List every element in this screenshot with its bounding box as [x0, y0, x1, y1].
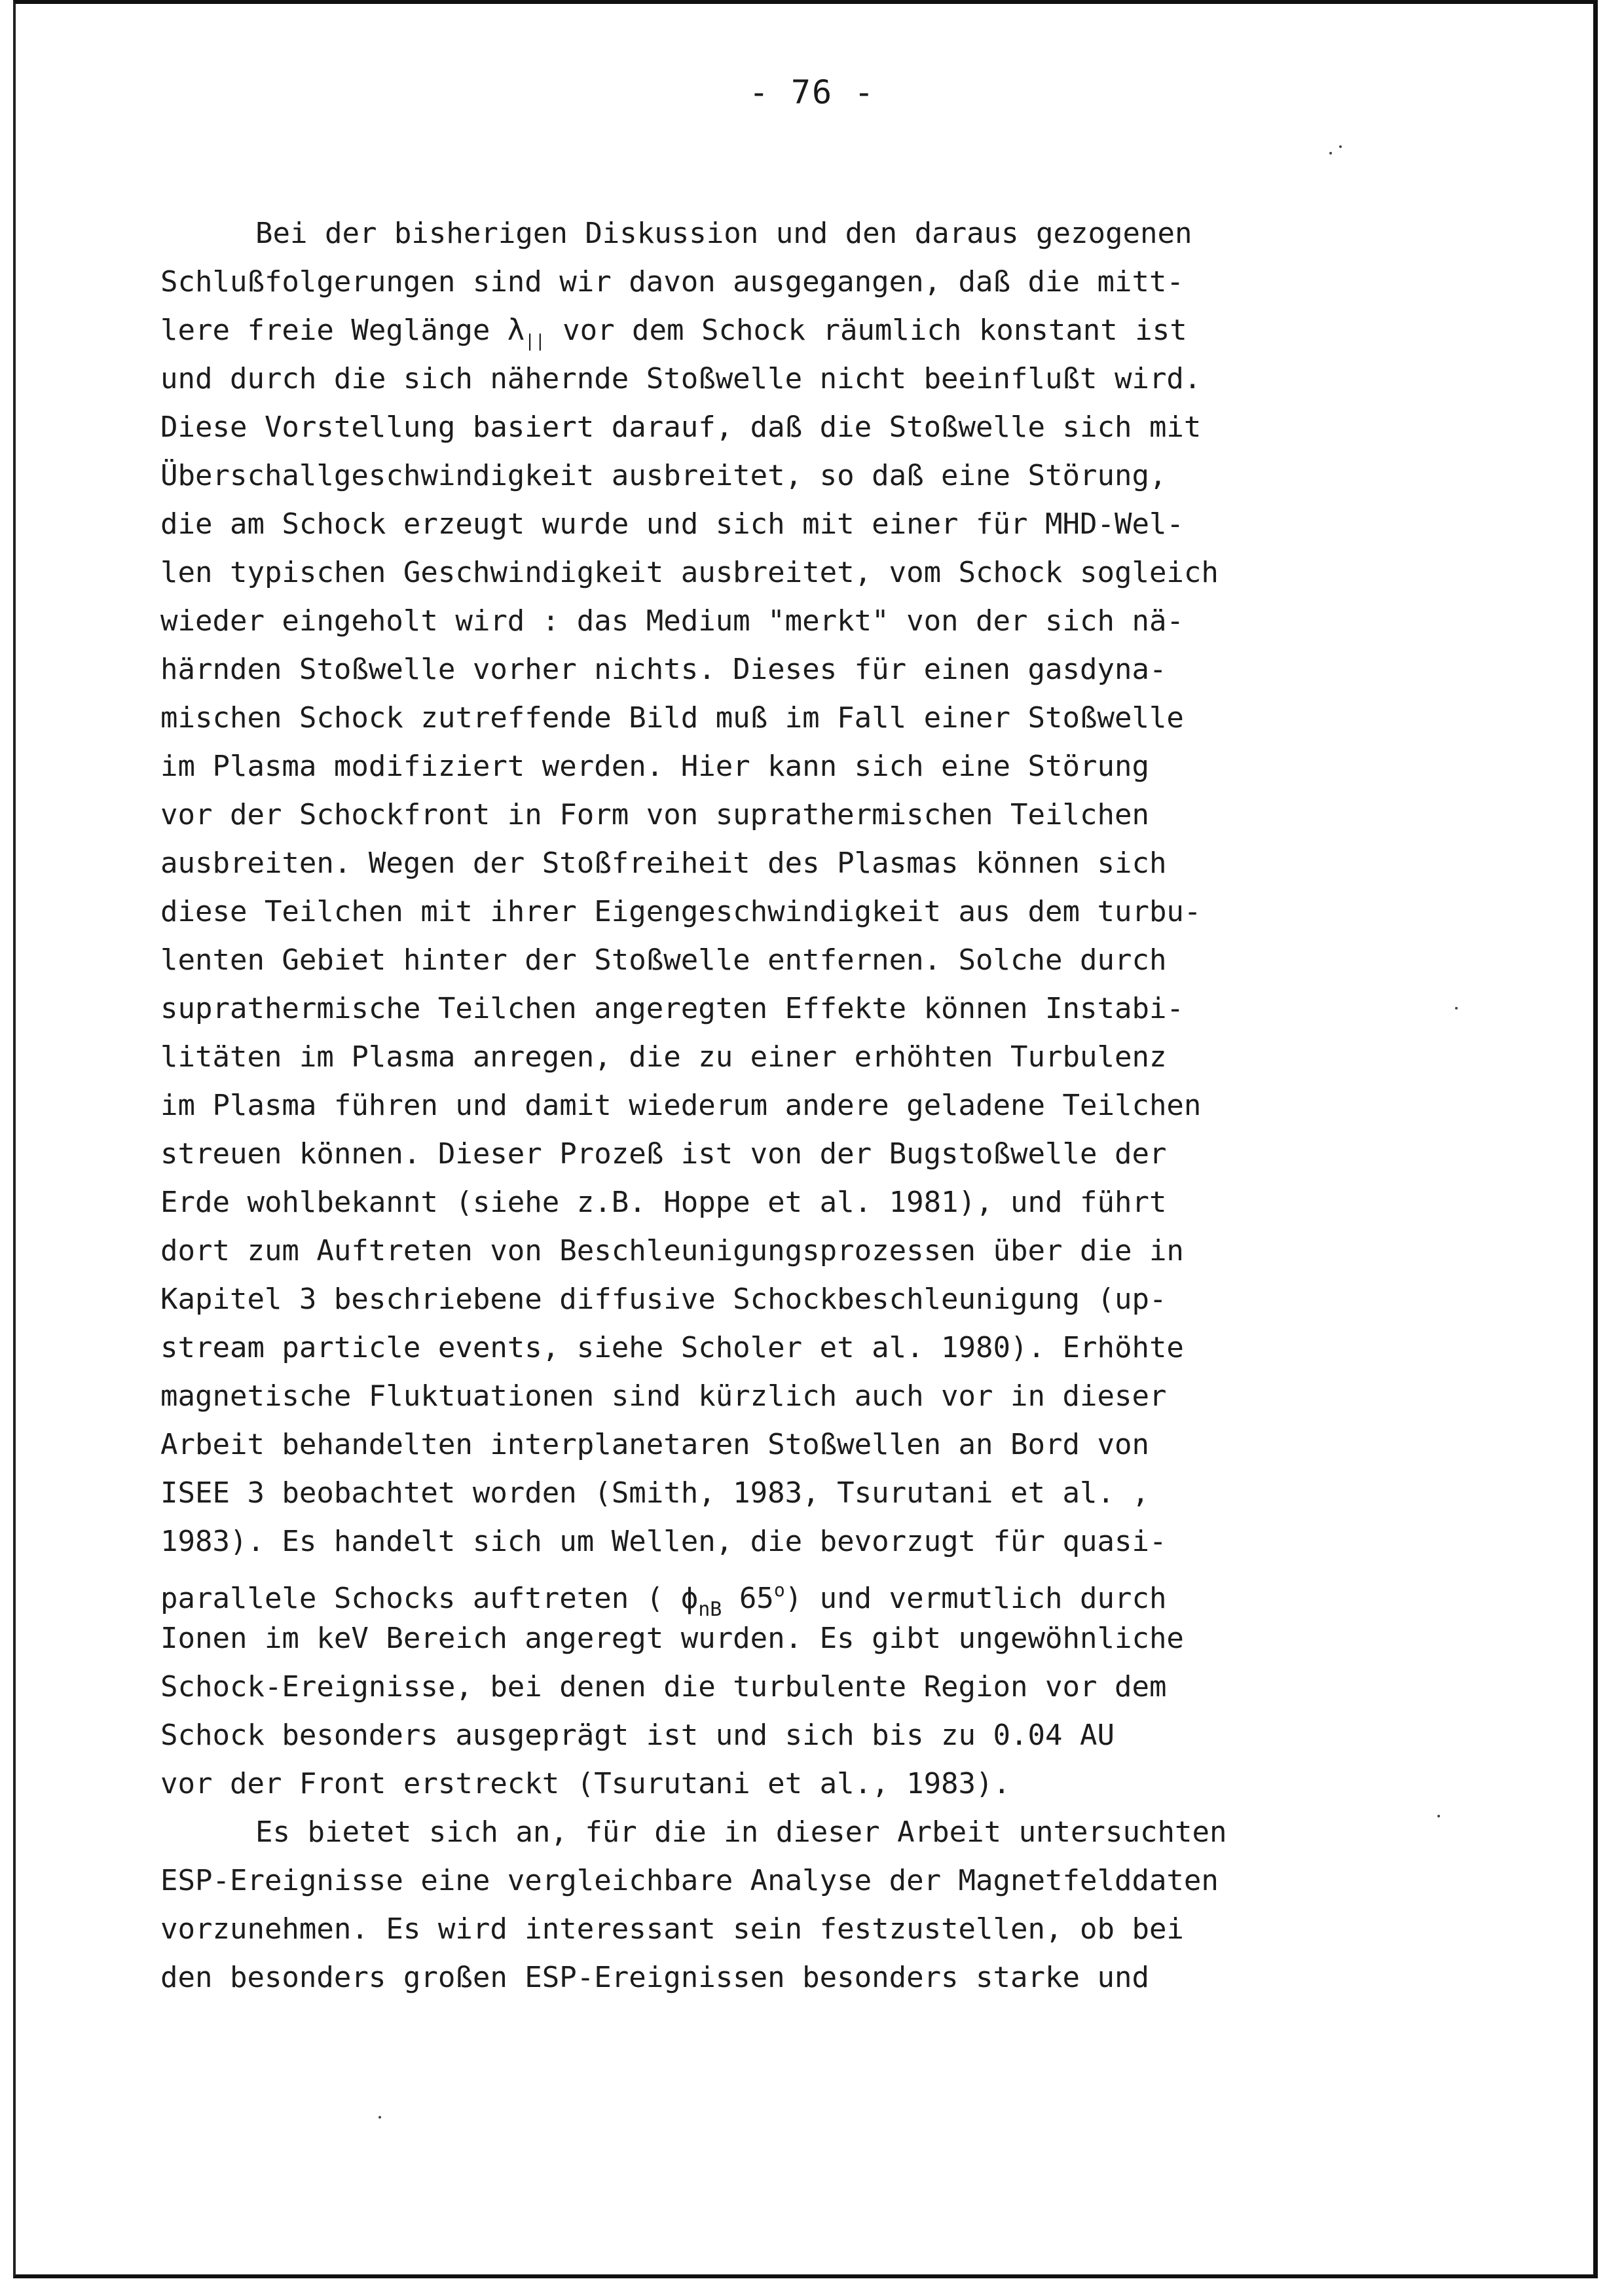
text-line: Erde wohlbekannt (siehe z.B. Hoppe et al. 1981), und führt — [160, 1186, 1167, 1219]
text-fragment: 65 — [722, 1582, 774, 1615]
text-line: Bei der bisherigen Diskussion und den daraus gezogenen — [255, 217, 1192, 250]
text-line: Kapitel 3 beschriebene diffusive Schockbeschleunigung (up- — [160, 1283, 1167, 1316]
text-line: stream particle events, siehe Scholer et al. 1980). Erhöhte — [160, 1331, 1184, 1364]
text-line — [160, 306, 1437, 355]
phi-subscript: nB — [698, 1598, 722, 1621]
text-line: vor der Front erstreckt (Tsurutani et al., 1983). — [160, 1767, 1011, 1800]
lambda-subscript: || — [525, 331, 545, 351]
text-line: streuen können. Dieser Prozeß ist von der Bugstoßwelle der — [160, 1137, 1167, 1171]
page-number: - 76 - — [748, 73, 876, 111]
text-fragment: parallele Schocks auftreten ( ϕ — [160, 1582, 699, 1615]
text-line: ESP-Ereignisse eine vergleichbare Analyse der Magnetfelddaten — [160, 1864, 1219, 1897]
scan-speck — [1339, 145, 1342, 148]
scan-speck — [1455, 1007, 1458, 1010]
text-line: diese Teilchen mit ihrer Eigengeschwindigkeit aus dem turbu- — [160, 895, 1202, 928]
text-line: Arbeit behandelten interplanetaren Stoßwellen an Bord von — [160, 1428, 1149, 1461]
text-line: 1983). Es handelt sich um Wellen, die bevorzugt für quasi- — [160, 1525, 1167, 1558]
text-line: mischen Schock zutreffende Bild muß im Fall einer Stoßwelle — [160, 701, 1184, 735]
text-line: Schock besonders ausgeprägt ist und sich bis zu 0.04 AU — [160, 1719, 1115, 1752]
text-line: Ionen im keV Bereich angeregt wurden. Es gibt ungewöhnliche — [160, 1622, 1184, 1655]
text-line: Schock-Ereignisse, bei denen die turbulente Region vor dem — [160, 1670, 1167, 1704]
text-line: litäten im Plasma anregen, die zu einer erhöhten Turbulenz — [160, 1040, 1167, 1074]
text-line: im Plasma führen und damit wiederum andere geladene Teilchen — [160, 1089, 1202, 1122]
text-line: Überschallgeschwindigkeit ausbreitet, so daß eine Störung, — [160, 459, 1167, 492]
text-line: den besonders großen ESP-Ereignissen besonders starke und — [160, 1961, 1149, 1994]
text-line: wieder eingeholt wird : das Medium "merkt" von der sich nä- — [160, 604, 1184, 638]
text-fragment: ) und vermutlich durch — [784, 1582, 1167, 1615]
text-line: Es bietet sich an, für die in dieser Arbeit untersuchten — [255, 1815, 1227, 1849]
scan-speck — [378, 2116, 381, 2119]
text-line: Diese Vorstellung basiert darauf, daß die Stoßwelle sich mit — [160, 410, 1202, 444]
text-line: ausbreiten. Wegen der Stoßfreiheit des Plasmas können sich — [160, 847, 1167, 880]
text-fragment: vor dem Schock räumlich konstant ist — [545, 314, 1187, 347]
text-line: len typischen Geschwindigkeit ausbreitet, vom Schock sogleich — [160, 556, 1219, 589]
scan-speck — [1329, 152, 1332, 155]
text-line: vor der Schockfront in Form von suprathermischen Teilchen — [160, 798, 1149, 831]
text-line: ISEE 3 beobachtet worden (Smith, 1983, Tsurutani et al. , — [160, 1476, 1149, 1510]
body-text — [160, 210, 1437, 2002]
text-line: härnden Stoßwelle vorher nichts. Dieses für einen gasdyna- — [160, 653, 1167, 686]
text-fragment: lere freie Weglänge λ — [160, 314, 525, 347]
text-line: dort zum Auftreten von Beschleunigungsprozessen über die in — [160, 1234, 1184, 1267]
scan-speck — [1437, 1815, 1440, 1817]
degree-superscript: o — [773, 1579, 785, 1601]
text-line: im Plasma modifiziert werden. Hier kann sich eine Störung — [160, 750, 1149, 783]
text-line: lenten Gebiet hinter der Stoßwelle entfernen. Solche durch — [160, 943, 1167, 977]
text-line: suprathermische Teilchen angeregten Effekte können Instabi- — [160, 992, 1184, 1025]
text-line: Schlußfolgerungen sind wir davon ausgegangen, daß die mitt- — [160, 265, 1184, 299]
text-line — [160, 1566, 1437, 1621]
text-line: magnetische Fluktuationen sind kürzlich auch vor in dieser — [160, 1379, 1167, 1413]
text-line: vorzunehmen. Es wird interessant sein festzustellen, ob bei — [160, 1912, 1184, 1946]
text-line: und durch die sich nähernde Stoßwelle nicht beeinflußt wird. — [160, 362, 1202, 395]
text-line: die am Schock erzeugt wurde und sich mit einer für MHD-Wel- — [160, 507, 1184, 541]
